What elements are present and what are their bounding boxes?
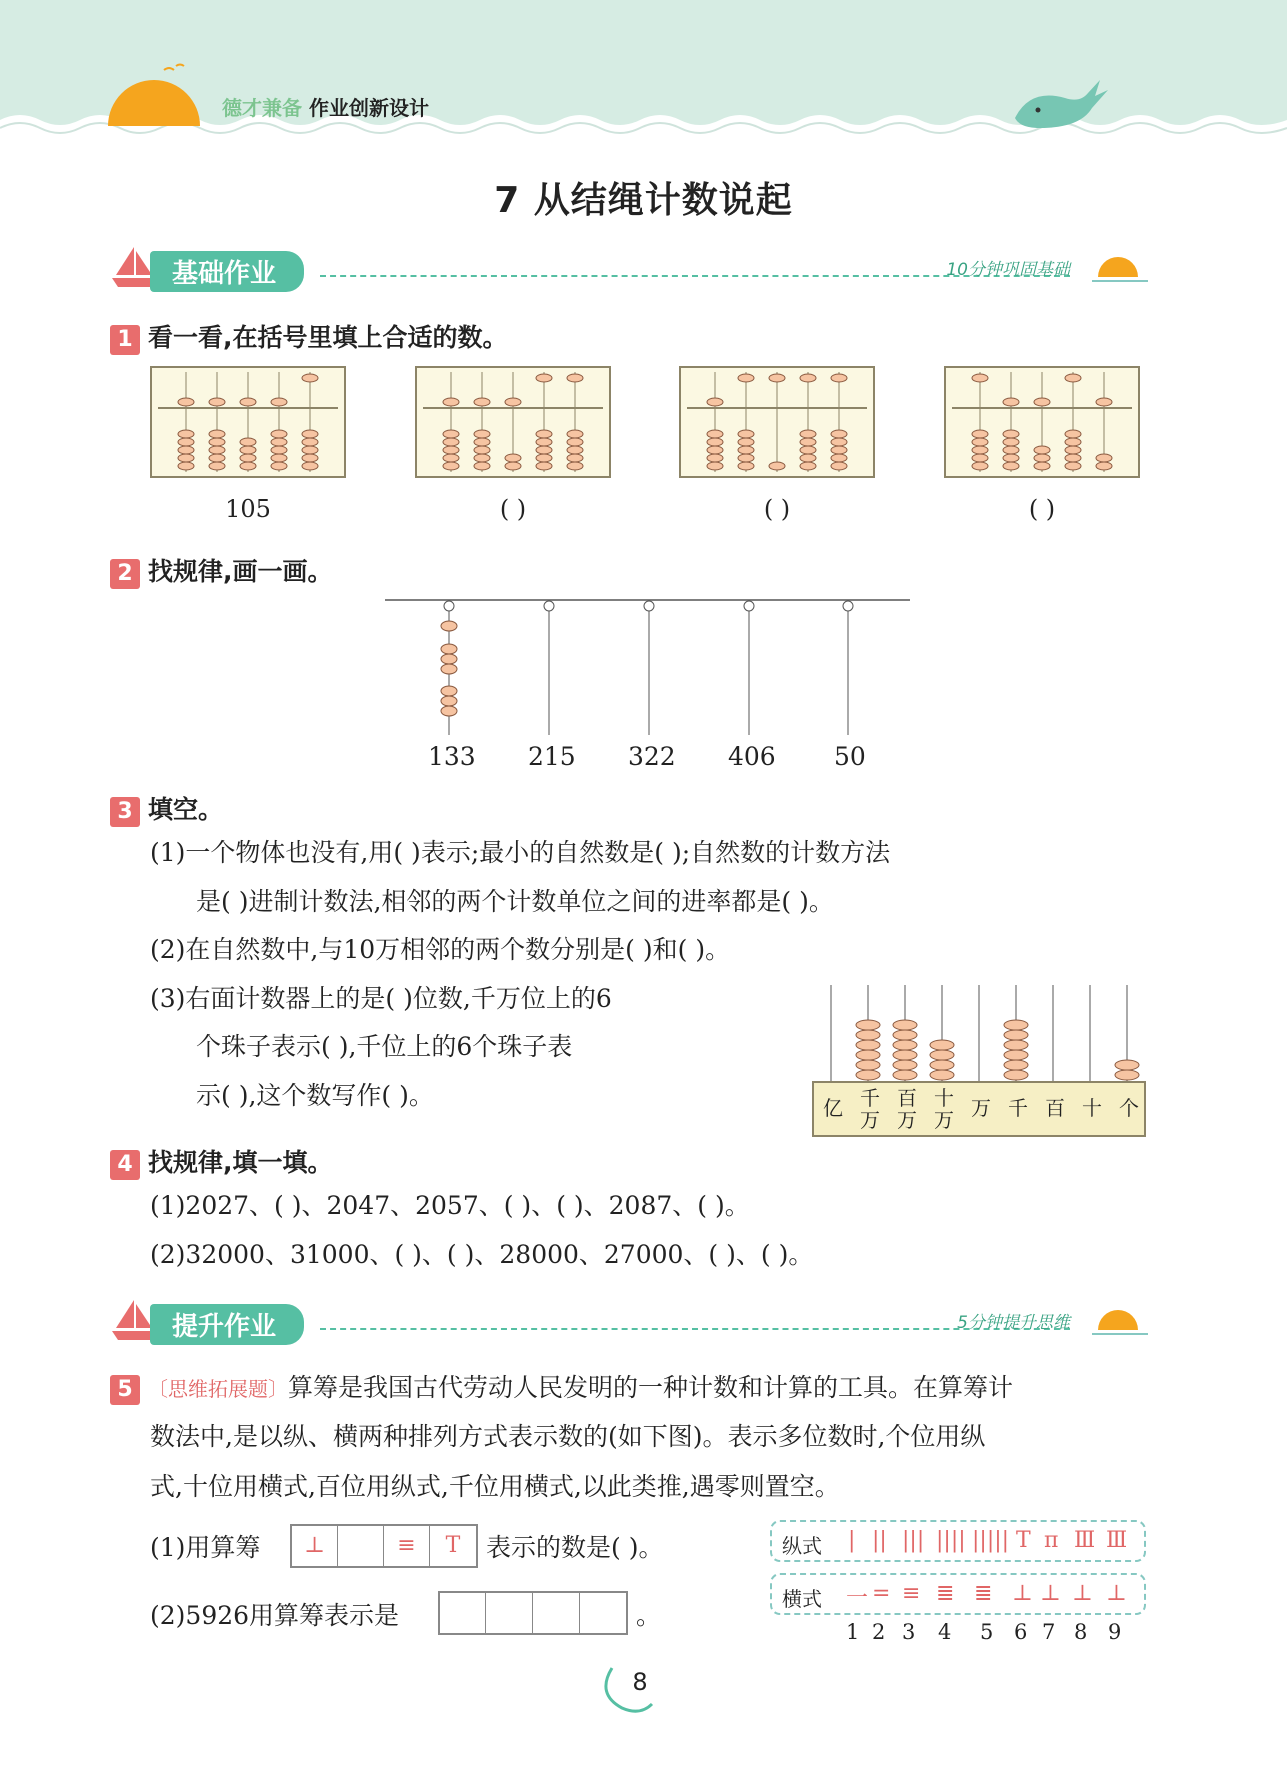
abacus-bead <box>800 430 816 438</box>
abacus-bead <box>1003 454 1019 462</box>
abacus-bead <box>738 374 754 382</box>
q3-line-2: 是( )进制计数法,相邻的两个计数单位之间的进率都是( )。 <box>196 887 834 916</box>
abacus-bead <box>972 446 988 454</box>
section-time-note: 10分钟巩固基础 <box>946 260 1070 280</box>
q3-line-1: (1)一个物体也没有,用( )表示;最小的自然数是( );自然数的计数方法 <box>150 838 891 867</box>
vertical-rod-table <box>770 1520 1146 1562</box>
abacus-bead <box>474 398 490 406</box>
abacus-bead <box>1034 454 1050 462</box>
abacus-answer-1: 105 <box>225 495 271 523</box>
rod-symbol: ⊥ <box>1106 1581 1127 1606</box>
abacus-bead <box>505 398 521 406</box>
abacus-bead <box>302 438 318 446</box>
abacus-illustration <box>944 366 1140 478</box>
abacus-illustration <box>415 366 611 478</box>
abacus-bead <box>474 454 490 462</box>
rod-digit: 9 <box>1108 1620 1122 1644</box>
abacus-answer-4[interactable]: ( ) <box>1028 495 1056 523</box>
pattern-value-1: 133 <box>428 742 476 771</box>
abacus-bead <box>443 430 459 438</box>
abacus-bead <box>707 462 723 470</box>
q5-part1-suffix: 表示的数是( )。 <box>486 1533 664 1562</box>
q5-tag: 〔思维拓展题〕 <box>148 1377 288 1401</box>
abacus-bead <box>738 430 754 438</box>
answer-cell[interactable] <box>440 1593 486 1633</box>
rod-symbol: ||| <box>902 1528 925 1553</box>
abacus-bead <box>1065 462 1081 470</box>
abacus-bead <box>536 430 552 438</box>
sun-small-icon <box>1090 1304 1150 1340</box>
abacus-bead <box>831 374 847 382</box>
rod-symbol: T <box>1016 1528 1031 1553</box>
brand-part1: 德才兼备 <box>222 96 302 120</box>
question-number: 1 <box>110 325 140 355</box>
section-label: 提升作业 <box>150 1304 304 1345</box>
rod-5 <box>843 601 853 735</box>
place-label: 亿 <box>823 1096 843 1120</box>
abacus-bead <box>972 462 988 470</box>
abacus-bead <box>209 430 225 438</box>
pattern-abacus <box>380 590 920 740</box>
section-header-basic <box>110 245 1150 295</box>
abacus-bead <box>209 398 225 406</box>
abacus-bead <box>738 438 754 446</box>
rod-cell: ⊥ <box>292 1526 338 1566</box>
abacus-bead <box>1065 430 1081 438</box>
abacus-bead <box>209 462 225 470</box>
abacus-bead <box>800 374 816 382</box>
rod-cell <box>338 1526 384 1566</box>
abacus-bead <box>1096 462 1112 470</box>
question-1-heading <box>110 318 508 355</box>
abacus-bead <box>972 438 988 446</box>
rod-1 <box>441 601 457 735</box>
sun-small-icon <box>1090 251 1150 287</box>
abacus-bead <box>302 430 318 438</box>
q3-line-5: 个珠子表示( ),千位上的6个珠子表 <box>196 1032 573 1061</box>
answer-cell[interactable] <box>534 1593 580 1633</box>
pattern-value-4: 406 <box>728 742 776 771</box>
brand-title <box>222 92 429 121</box>
place-label: 个 <box>1119 1096 1139 1120</box>
abacus-bead <box>178 438 194 446</box>
abacus-illustration <box>150 366 346 478</box>
rod-numeral-box <box>290 1524 478 1568</box>
abacus-bead <box>707 446 723 454</box>
pattern-value-5: 50 <box>834 742 866 771</box>
rod-digit: 5 <box>980 1620 994 1644</box>
abacus-bead <box>443 438 459 446</box>
abacus-bead <box>1003 446 1019 454</box>
rod-symbol: | <box>848 1528 856 1553</box>
abacus-bead <box>738 446 754 454</box>
answer-cell[interactable] <box>487 1593 533 1633</box>
rod-cell: ≡ <box>384 1526 430 1566</box>
abacus-bead <box>240 454 256 462</box>
rod-digit: 2 <box>872 1620 886 1644</box>
counter-rods <box>812 980 1146 1082</box>
abacus-bead <box>1003 438 1019 446</box>
zong-label: 纵式 <box>782 1534 822 1558</box>
rod-symbol: |||| <box>936 1528 966 1553</box>
abacus-bead <box>209 446 225 454</box>
counter-place-labels <box>812 1081 1146 1137</box>
abacus-bead <box>271 398 287 406</box>
q5-line-3: 式,十位用横式,百位用纵式,千位用横式,以此类推,遇零则置空。 <box>150 1472 840 1501</box>
rod-4 <box>744 601 754 735</box>
abacus-answer-2[interactable]: ( ) <box>499 495 527 523</box>
abacus-bead <box>1003 462 1019 470</box>
pattern-value-3: 322 <box>628 742 676 771</box>
question-text: 找规律,填一填。 <box>148 1148 333 1177</box>
abacus-bead <box>831 430 847 438</box>
abacus-bead <box>707 438 723 446</box>
abacus-bead <box>831 446 847 454</box>
q3-line-4: (3)右面计数器上的是( )位数,千万位上的6 <box>150 984 612 1013</box>
abacus-illustration <box>679 366 875 478</box>
abacus-bead <box>707 454 723 462</box>
abacus-bead <box>474 462 490 470</box>
abacus-bead <box>505 454 521 462</box>
rod-digit: 7 <box>1042 1620 1056 1644</box>
rod-symbol: π <box>1044 1528 1059 1553</box>
page-number: 8 <box>632 1668 648 1696</box>
abacus-bead <box>536 446 552 454</box>
abacus-bead <box>178 462 194 470</box>
abacus-bead <box>1065 438 1081 446</box>
rod-3 <box>644 601 654 735</box>
q5-text-1: 算筹是我国古代劳动人民发明的一种计数和计算的工具。在算筹计 <box>288 1373 1014 1402</box>
page-title: 7 从结绳计数说起 <box>494 180 793 221</box>
q4-line-1: (1)2027、( )、2047、2057、( )、( )、2087、( )。 <box>150 1191 750 1220</box>
abacus-bead <box>209 454 225 462</box>
place-label: 十 <box>1082 1096 1102 1120</box>
abacus-bead <box>240 446 256 454</box>
abacus-bead <box>1065 446 1081 454</box>
abacus-bead <box>1065 374 1081 382</box>
q5-part2-prefix: (2)5926用算筹表示是 <box>150 1601 400 1630</box>
question-number: 5 <box>110 1375 140 1405</box>
abacus-bead <box>1003 398 1019 406</box>
abacus-bead <box>178 430 194 438</box>
question-3-heading <box>110 790 223 827</box>
abacus-bead <box>271 430 287 438</box>
question-2-heading <box>110 552 333 589</box>
abacus-bead <box>443 454 459 462</box>
rod-symbol: 一 <box>846 1586 869 1611</box>
abacus-bead <box>567 446 583 454</box>
rod-symbol: ≡ <box>902 1581 921 1606</box>
rod-digit: 8 <box>1074 1620 1088 1644</box>
rod-symbol: ⊥ <box>1040 1581 1061 1606</box>
abacus-bead <box>271 438 287 446</box>
abacus-bead <box>972 374 988 382</box>
abacus-bead <box>178 446 194 454</box>
abacus-bead <box>1034 446 1050 454</box>
heng-label: 横式 <box>782 1587 822 1611</box>
abacus-bead <box>1034 462 1050 470</box>
place-label: 百 万 <box>897 1086 917 1132</box>
question-4-heading <box>110 1143 333 1180</box>
horizontal-rod-table <box>770 1573 1146 1615</box>
section-label: 基础作业 <box>150 251 304 292</box>
brand-part2: 作业创新设计 <box>308 96 429 120</box>
abacus-bead <box>567 454 583 462</box>
rod-2 <box>544 601 554 735</box>
q3-line-6: 示( ),这个数写作( )。 <box>196 1081 434 1110</box>
abacus-bead <box>800 454 816 462</box>
rod-digit: 3 <box>902 1620 916 1644</box>
abacus-bead <box>271 454 287 462</box>
rod-symbol: ⊥ <box>1012 1581 1033 1606</box>
abacus-bead <box>474 438 490 446</box>
sun-logo-icon <box>104 60 204 130</box>
rod-symbol: ≣ <box>936 1581 955 1606</box>
abacus-bead <box>831 438 847 446</box>
abacus-bead <box>831 454 847 462</box>
place-label: 百 <box>1045 1096 1065 1120</box>
abacus-bead <box>536 374 552 382</box>
abacus-bead <box>240 462 256 470</box>
abacus-bead <box>1003 430 1019 438</box>
rod-symbol: Ⅲ <box>1074 1528 1096 1553</box>
section-time-note: 5分钟提升思维 <box>957 1313 1070 1333</box>
abacus-bead <box>302 462 318 470</box>
abacus-bead <box>302 454 318 462</box>
abacus-bead <box>240 438 256 446</box>
q5-line-1 <box>110 1375 1013 1405</box>
rod-symbol: Ⅲ <box>1106 1528 1128 1553</box>
answer-rod-box[interactable] <box>438 1591 628 1635</box>
abacus-bead <box>1065 454 1081 462</box>
abacus-bead <box>505 462 521 470</box>
abacus-bead <box>178 398 194 406</box>
abacus-bead <box>567 430 583 438</box>
abacus-bead <box>769 462 785 470</box>
abacus-bead <box>536 438 552 446</box>
question-number: 3 <box>110 797 140 827</box>
abacus-bead <box>972 430 988 438</box>
question-text: 找规律,画一画。 <box>148 557 333 586</box>
q5-line-2: 数法中,是以纵、横两种排列方式表示数的(如下图)。表示多位数时,个位用纵 <box>150 1422 986 1451</box>
rod-digit: 4 <box>938 1620 952 1644</box>
abacus-bead <box>707 430 723 438</box>
section-header-advanced <box>110 1298 1150 1348</box>
q5-part2-suffix: 。 <box>636 1601 662 1630</box>
abacus-bead <box>1034 398 1050 406</box>
whale-icon <box>1010 78 1110 133</box>
rod-digit: 6 <box>1014 1620 1028 1644</box>
abacus-bead <box>738 462 754 470</box>
abacus-bead <box>738 454 754 462</box>
abacus-bead <box>800 438 816 446</box>
abacus-bead <box>1096 454 1112 462</box>
abacus-bead <box>769 374 785 382</box>
abacus-bead <box>178 454 194 462</box>
abacus-bead <box>302 374 318 382</box>
abacus-bead <box>209 438 225 446</box>
answer-cell[interactable] <box>581 1593 627 1633</box>
abacus-bead <box>972 454 988 462</box>
abacus-answer-3[interactable]: ( ) <box>763 495 791 523</box>
place-label: 万 <box>971 1096 991 1120</box>
abacus-bead <box>536 454 552 462</box>
abacus-bead <box>474 430 490 438</box>
q3-line-3: (2)在自然数中,与10万相邻的两个数分别是( )和( )。 <box>150 935 731 964</box>
abacus-bead <box>707 398 723 406</box>
abacus-bead <box>567 374 583 382</box>
question-text: 看一看,在括号里填上合适的数。 <box>148 323 508 352</box>
rod-symbol: = <box>872 1581 891 1606</box>
rod-symbol: || <box>872 1528 887 1553</box>
rod-symbol: ||||| <box>972 1528 1010 1553</box>
abacus-bead <box>271 446 287 454</box>
q5-part1-prefix: (1)用算筹 <box>150 1533 261 1562</box>
question-number: 4 <box>110 1150 140 1180</box>
question-number: 2 <box>110 559 140 589</box>
question-text: 填空。 <box>148 795 224 824</box>
place-label: 十 万 <box>934 1086 954 1132</box>
abacus-bead <box>443 446 459 454</box>
abacus-bead <box>800 462 816 470</box>
abacus-bead <box>1096 398 1112 406</box>
abacus-bead <box>240 398 256 406</box>
abacus-bead <box>271 462 287 470</box>
place-label: 千 <box>1008 1096 1028 1120</box>
place-label: 千 万 <box>860 1086 880 1132</box>
abacus-bead <box>302 446 318 454</box>
abacus-bead <box>443 398 459 406</box>
abacus-bead <box>443 462 459 470</box>
abacus-bead <box>800 446 816 454</box>
abacus-bead <box>567 438 583 446</box>
rod-symbol: ≣ <box>974 1581 993 1606</box>
rod-cell: T <box>445 1533 461 1558</box>
pattern-value-2: 215 <box>528 742 576 771</box>
rod-digit: 1 <box>846 1620 860 1644</box>
abacus-bead <box>831 462 847 470</box>
abacus-bead <box>536 462 552 470</box>
rod-symbol: ⊥ <box>1072 1581 1093 1606</box>
abacus-bead <box>474 446 490 454</box>
abacus-bead <box>567 462 583 470</box>
q4-line-2: (2)32000、31000、( )、( )、28000、27000、( )、( )。 <box>150 1240 814 1269</box>
